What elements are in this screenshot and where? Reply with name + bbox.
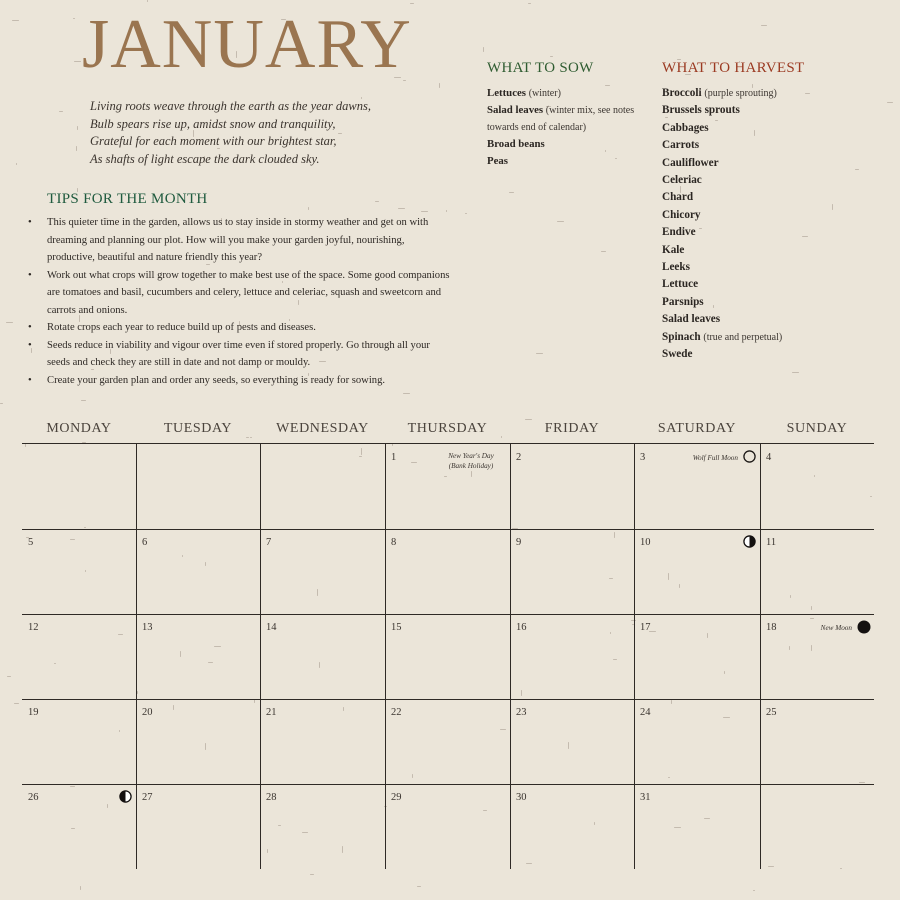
harvest-item	[662, 155, 862, 172]
day-number: 16	[516, 622, 527, 633]
weekday-header: TUESDAY	[163, 421, 233, 436]
sow-heading: WHAT TO SOW	[487, 60, 594, 76]
harvest-item-name: Leeks	[662, 261, 690, 274]
day-number: 10	[640, 537, 651, 548]
event-text: New Year's Day	[448, 452, 494, 460]
harvest-item	[662, 120, 862, 137]
tip-item: • Seeds reduce in viability and vigour over time even if stored properly. Go through all your seeds and check they are still in date and not damp or mouldy.	[24, 337, 454, 372]
day-number: 8	[391, 537, 397, 548]
poem-line: As shafts of light escape the dark clouded sky.	[90, 151, 320, 166]
harvest-item-name: Celeriac	[662, 174, 702, 187]
harvest-item	[662, 276, 862, 293]
poem	[90, 98, 450, 168]
harvest-item-name: Chicory	[662, 208, 701, 221]
day-number: 27	[142, 792, 153, 803]
weekday-header: MONDAY	[46, 421, 112, 436]
calendar-grid	[22, 443, 874, 869]
day-number: 31	[640, 792, 651, 803]
day-number: 1	[391, 452, 397, 463]
harvest-item-name: Brussels sprouts	[662, 104, 740, 117]
full-moon-icon	[743, 450, 756, 463]
harvest-item	[662, 311, 862, 328]
tips-heading: TIPS FOR THE MONTH	[47, 191, 208, 207]
day-number: 23	[516, 707, 527, 718]
day-number: 2	[516, 452, 522, 463]
day-number: 12	[28, 622, 39, 633]
tip-item: • Work out what crops will grow together to make best use of the space. Some good companions are tomatoes and basil, cucumbers and celery, lettuce and celeriac, squash and sweetcorn and carrots and onions.	[24, 267, 454, 320]
weekday-header: THURSDAY	[407, 421, 488, 436]
harvest-item	[662, 172, 862, 189]
day-number: 24	[640, 707, 651, 718]
sow-item	[487, 102, 642, 136]
day-number: 30	[516, 792, 527, 803]
harvest-item-name: Swede	[662, 348, 693, 361]
last-quarter-moon-icon	[743, 535, 756, 548]
day-number: 9	[516, 537, 522, 548]
harvest-item-name: Carrots	[662, 139, 700, 152]
harvest-item	[662, 329, 862, 346]
harvest-item-name: Spinach	[662, 330, 701, 343]
first-quarter-moon-icon	[119, 790, 132, 803]
harvest-list	[662, 85, 862, 364]
month-title: JANUARY	[82, 6, 412, 83]
sow-list	[487, 85, 642, 170]
harvest-item-name: Chard	[662, 191, 694, 204]
harvest-item-name: Cabbages	[662, 121, 709, 134]
day-number: 25	[766, 707, 777, 718]
sow-item-note: (winter)	[528, 88, 561, 99]
day-number: 17	[640, 622, 651, 633]
harvest-item-name: Broccoli	[662, 87, 702, 99]
harvest-item	[662, 85, 862, 102]
sow-item	[487, 136, 642, 153]
sow-item	[487, 153, 642, 170]
day-number: 20	[142, 707, 153, 718]
day-number: 4	[766, 452, 772, 463]
harvest-item-note: (true and perpetual)	[703, 331, 783, 343]
day-number: 29	[391, 792, 402, 803]
harvest-item	[662, 189, 862, 206]
poem-line: Grateful for each moment with our brightest star,	[90, 134, 337, 148]
event-text: (Bank Holiday)	[448, 462, 494, 470]
tips-list	[24, 214, 454, 389]
event-label	[668, 453, 738, 463]
weekday-header: SATURDAY	[657, 421, 737, 436]
event-label	[782, 623, 852, 633]
harvest-item	[662, 207, 862, 224]
weekday-header: WEDNESDAY	[276, 421, 369, 436]
harvest-item-name: Parsnips	[662, 295, 704, 308]
tip-item: • This quieter time in the garden, allows us to stay inside in stormy weather and get on with dreaming and planning our plot. How will you make your garden joyful, nourishing, productive, beautiful and nature friendly this year?	[24, 214, 454, 267]
day-number: 13	[142, 622, 153, 633]
day-number: 21	[266, 707, 277, 718]
sow-item-name: Salad leaves	[487, 104, 544, 116]
harvest-heading: WHAT TO HARVEST	[662, 60, 805, 76]
harvest-item	[662, 224, 862, 241]
harvest-item-name: Cauliflower	[662, 156, 719, 169]
harvest-item-name: Endive	[662, 226, 696, 239]
harvest-item	[662, 242, 862, 259]
day-number: 14	[266, 622, 277, 633]
harvest-item-name: Kale	[662, 243, 685, 256]
harvest-item-name: Lettuce	[662, 278, 699, 291]
poem-line: Bulb spears rise up, amidst snow and tranquility,	[90, 116, 336, 131]
harvest-item-name: Salad leaves	[662, 313, 721, 326]
day-number: 28	[266, 792, 277, 803]
new-moon-icon	[857, 620, 870, 633]
event-label	[436, 451, 506, 471]
tip-item: • Rotate crops each year to reduce build up of pests and diseases.	[24, 319, 454, 337]
sow-item-name: Lettuces	[487, 87, 526, 99]
day-number: 15	[391, 622, 402, 633]
harvest-item	[662, 137, 862, 154]
day-number: 19	[28, 707, 39, 718]
day-number: 6	[142, 537, 148, 548]
day-number: 5	[28, 537, 34, 548]
event-text: New Moon	[820, 624, 852, 632]
day-number: 11	[766, 537, 777, 548]
event-text: Wolf Full Moon	[692, 454, 738, 462]
day-number: 18	[766, 622, 777, 633]
poem-line: Living roots weave through the earth as the year dawns,	[90, 99, 371, 113]
sow-item-name: Broad beans	[487, 138, 545, 150]
weekday-header: FRIDAY	[544, 421, 600, 436]
sow-item-name: Peas	[487, 155, 508, 167]
harvest-item-note: (purple sprouting)	[704, 88, 777, 99]
weekday-header: SUNDAY	[786, 421, 848, 436]
tip-item: • Create your garden plan and order any seeds, so everything is ready for sowing.	[24, 372, 454, 390]
day-number: 22	[391, 707, 402, 718]
harvest-item	[662, 294, 862, 311]
day-number: 26	[28, 792, 39, 803]
harvest-item	[662, 346, 862, 363]
sow-item	[487, 85, 642, 102]
day-number: 7	[266, 537, 272, 548]
harvest-item	[662, 259, 862, 276]
harvest-item	[662, 102, 862, 119]
sow-item-note: (winter mix, see notes towards end of calendar)	[487, 105, 635, 133]
day-number: 3	[640, 452, 646, 463]
